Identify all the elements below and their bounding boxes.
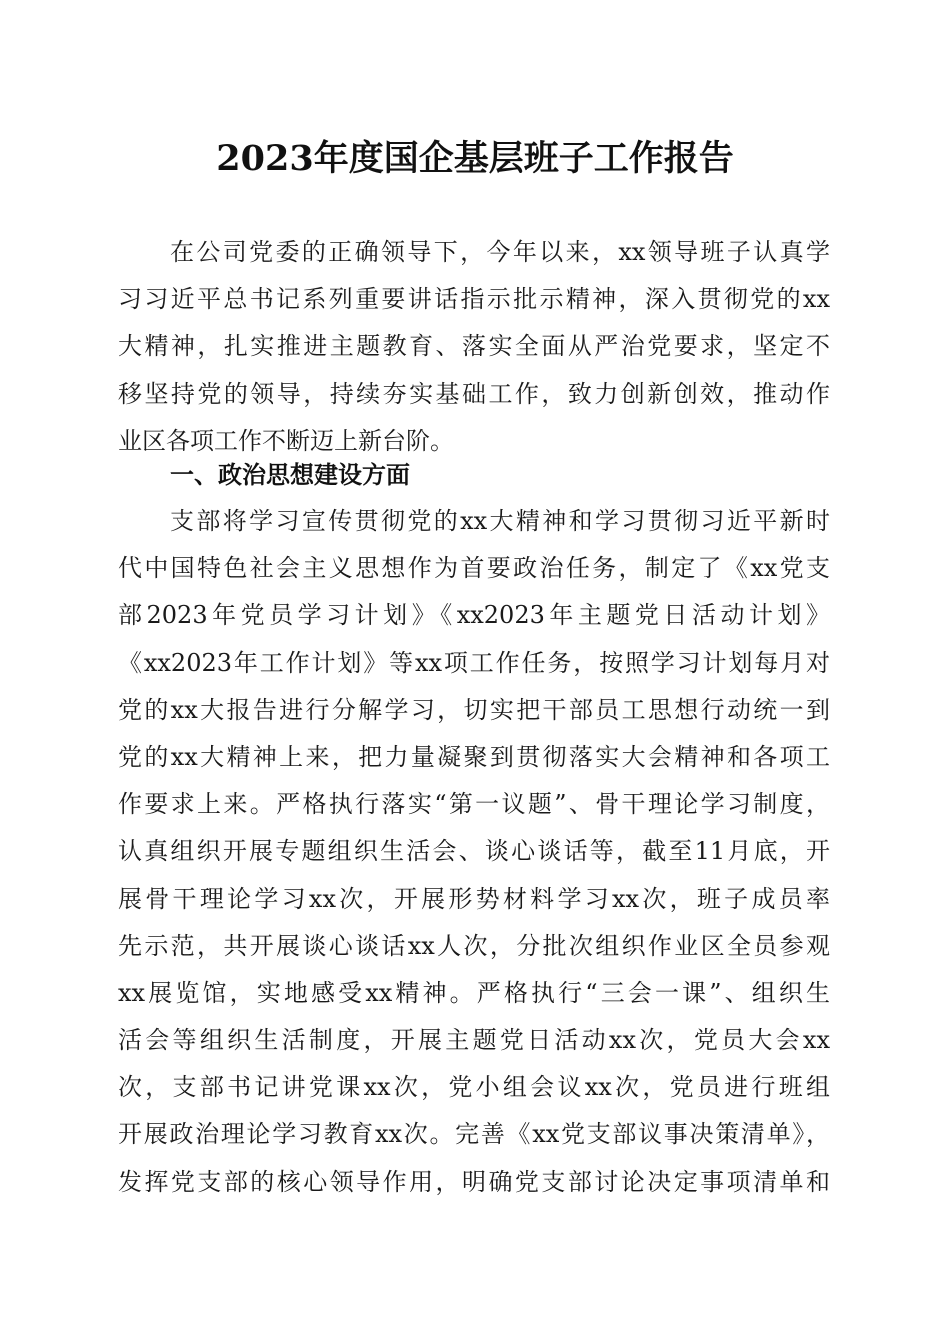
section-heading: 一、政治思想建设方面 <box>170 461 410 489</box>
section-line: 发挥党支部的核心领导作用，明确党支部讨论决定事项清单和 <box>118 1167 830 1196</box>
section-line: 代中国特色社会主义思想作为首要政治任务，制定了《xx党支 <box>118 554 830 583</box>
section-line: 认真组织开展专题组织生活会、谈心谈话等，截至11月底，开 <box>118 837 830 866</box>
document-title: 2023年度国企基层班子工作报告 <box>216 138 734 179</box>
intro-line: 大精神，扎实推进主题教育、落实全面从严治党要求，坚定不 <box>118 332 830 361</box>
intro-line: 业区各项工作不断迈上新台阶。 <box>118 426 454 455</box>
section-line: 开展政治理论学习教育xx次。完善《xx党支部议事决策清单》， <box>118 1120 830 1149</box>
intro-line: 在公司党委的正确领导下，今年以来，xx领导班子认真学 <box>170 238 830 266</box>
section-line: 作要求上来。严格执行落实“第一议题”、骨干理论学习制度， <box>118 790 830 819</box>
intro-line: 习习近平总书记系列重要讲话指示批示精神，深入贯彻党的xx <box>118 285 830 314</box>
intro-line: 移坚持党的领导，持续夯实基础工作，致力创新创效，推动作 <box>118 379 830 408</box>
section-line: 党的xx大精神上来，把力量凝聚到贯彻落实大会精神和各项工 <box>118 742 830 771</box>
section-line: 展骨干理论学习xx次，开展形势材料学习xx次，班子成员率 <box>118 884 830 913</box>
section-line: 党的xx大报告进行分解学习，切实把干部员工思想行动统一到 <box>118 695 830 724</box>
section-line: 部2023年党员学习计划》《xx2023年主题党日活动计划》 <box>118 601 830 630</box>
section-line: 活会等组织生活制度，开展主题党日活动xx次，党员大会xx <box>118 1026 830 1055</box>
section-line: xx展览馆，实地感受xx精神。严格执行“三会一课”、组织生 <box>118 978 830 1007</box>
intro-paragraph <box>118 229 830 465</box>
section-line: 先示范，共开展谈心谈话xx人次，分批次组织作业区全员参观 <box>118 931 830 960</box>
section-line: 支部将学习宣传贯彻党的xx大精神和学习贯彻习近平新时 <box>170 507 830 535</box>
section-paragraph <box>118 498 830 1206</box>
section-line: 次，支部书记讲党课xx次，党小组会议xx次，党员进行班组 <box>118 1073 830 1102</box>
section-line: 《xx2023年工作计划》等xx项工作任务，按照学习计划每月对 <box>118 648 830 677</box>
